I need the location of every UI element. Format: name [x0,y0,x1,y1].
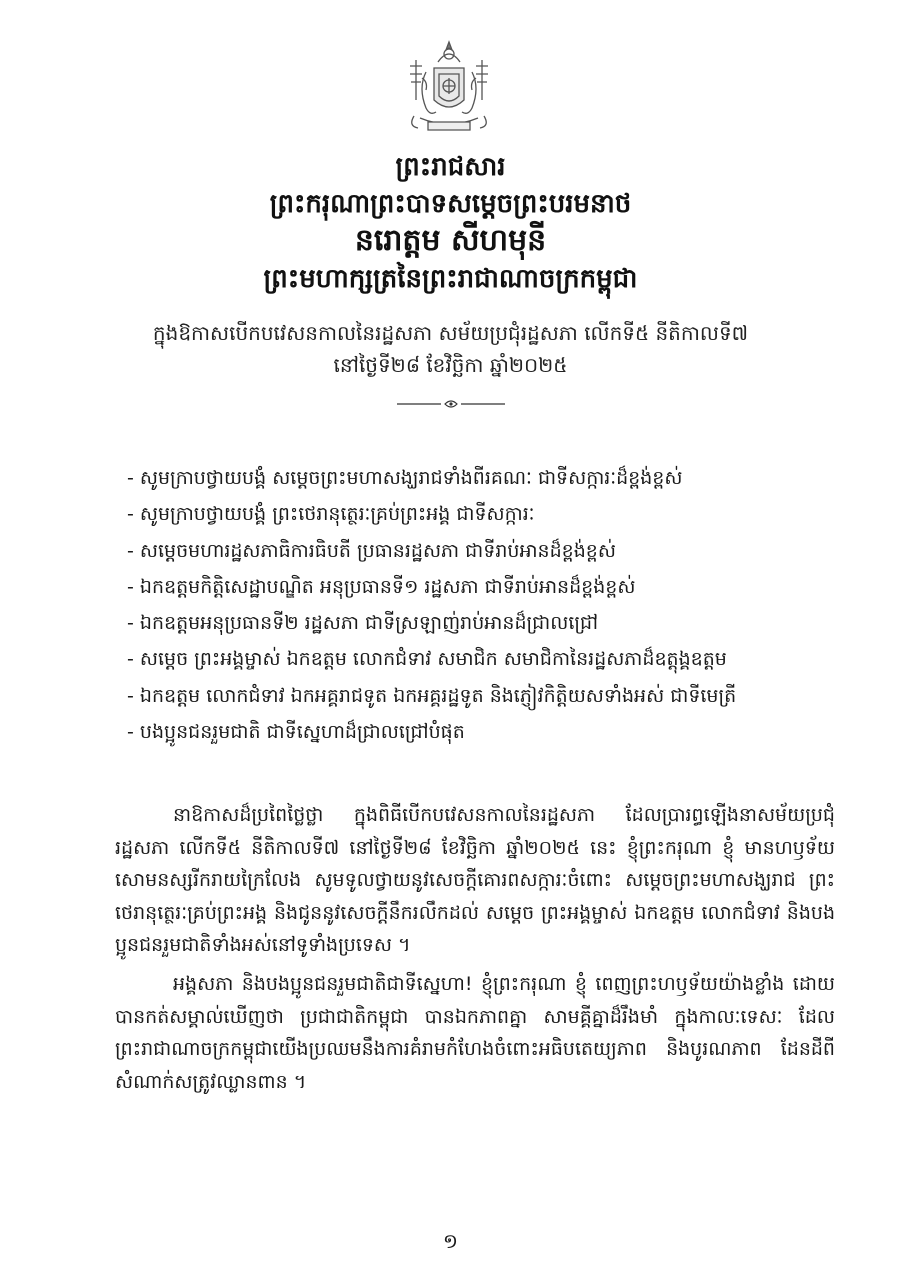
date-subtitle: នៅថ្ងៃទី២៨ ខែវិច្ឆិកា ឆ្នាំ២០២៥ [333,353,568,377]
body-paragraph-2: អង្គសភា និងបងប្អូនជនរួមជាតិជាទីស្នេហា! ខ្ញុំព្រះករុណា ខ្ញុំ ពេញព្រះហឫទ័យយ៉ាងខ្លាំង ដោយបានកត់សម្គាល់ឃើញថា ប្រជាជាតិកម្ពុជា បានឯកភាពគ្នា សាមគ្គីគ្នាដ៏រឹងមាំ ក្នុងកាលៈទេសៈ ដែលព្រះរាជាណាចក្រកម្ពុជាយើងប្រឈមនឹងការគំរាមកំហែងចំពោះអធិបតេយ្យភាព និងបូរណភាព ដែនដីពីសំណាក់សត្រូវឈ្លានពាន ។ [115,973,835,1093]
salutation-list [127,460,847,750]
salutation-item: - សូមក្រាបថ្វាយបង្គំ សម្តេចព្រះមហាសង្ឃរាជទាំងពីរគណៈ ជាទីសក្ការៈដ៏ខ្ពង់ខ្ពស់ [127,467,683,489]
salutation-item: - ឯកឧត្តមកិត្តិសេដ្ឋាបណ្ឌិត អនុប្រធានទី១ រដ្ឋសភា ជាទីរាប់អានដ៏ខ្ពង់ខ្ពស់ [127,575,636,598]
salutation-item: - ឯកឧត្តមអនុប្រធានទី២ រដ្ឋសភា ជាទីស្រឡាញ់រាប់អានដ៏ជ្រាលជ្រៅ [127,612,599,635]
salutation-item: - សម្តេច ព្រះអង្គម្ចាស់ ឯកឧត្តម លោកជំទាវ សមាជិក សមាជិកានៃរដ្ឋសភាដ៏ឧត្តុង្គឧត្តម [127,648,727,671]
king-title-kingdom: ព្រះមហាក្សត្រនៃព្រះរាជាណាចក្រកម្ពុជា [263,264,638,294]
salutation-item: - សម្តេចមហារដ្ឋសភាធិការធិបតី ប្រធានរដ្ឋសភា ជាទីរាប់អានដ៏ខ្ពង់ខ្ពស់ [127,539,616,562]
king-name: នរោត្តម សីហមុនី [354,223,547,258]
royal-coat-of-arms-emblem [398,38,500,140]
salutation-item: - បងប្អូនជនរួមជាតិ ជាទីស្នេហាដ៏ជ្រាលជ្រៅបំផុត [127,721,465,744]
ornament-divider [395,398,507,410]
occasion-subtitle: ក្នុងឱកាសបើកបវេសនកាលនៃរដ្ឋសភា សម័យប្រជុំរដ្ឋសភា លើកទី៥ នីតិកាលទី៧ [152,321,749,345]
page-number: ១ [442,1229,459,1253]
king-title-line: ព្រះករុណាព្រះបាទសម្តេចព្រះបរមនាថ [269,189,632,219]
document-title: ព្រះរាជសារ [395,152,506,182]
salutation-item: - ឯកឧត្តម លោកជំទាវ ឯកអគ្គរាជទូត ឯកអគ្គរដ្ឋទូត និងភ្ញៀវកិត្តិយសទាំងអស់ ជាទីមេត្រី [127,684,737,707]
body-paragraph-1: នាឱកាសដ៏ប្រពៃថ្លៃថ្លា ក្នុងពិធីបើកបវេសនកាលនៃរដ្ឋសភា ដែលប្រារព្ធឡើងនាសម័យប្រជុំរដ្ឋសភា លើកទី៥ នីតិកាលទី៧ នៅថ្ងៃទី២៨ ខែវិច្ឆិកា ឆ្នាំ២០២៥ នេះ ខ្ញុំព្រះករុណា ខ្ញុំ មានហឫទ័យសោមនស្សរីករាយក្រៃលែង សូមទូលថ្វាយនូវសេចក្តីគោរពសក្ការៈចំពោះ សម្តេចព្រះមហាសង្ឃរាជ ព្រះថេរានុត្ថេរៈគ្រប់ព្រះអង្គ និងជូននូវសេចក្តីនឹករលឹកដល់ សម្តេច ព្រះអង្គម្ចាស់ ឯកឧត្តម លោកជំទាវ និងបងប្អូនជនរួមជាតិទាំងអស់នៅទូទាំងប្រទេស ។ [115,804,835,956]
salutation-item: - សូមក្រាបថ្វាយបង្គំ ព្រះថេរានុត្ថេរៈគ្រប់ព្រះអង្គ ជាទីសក្ការៈ [127,503,535,526]
